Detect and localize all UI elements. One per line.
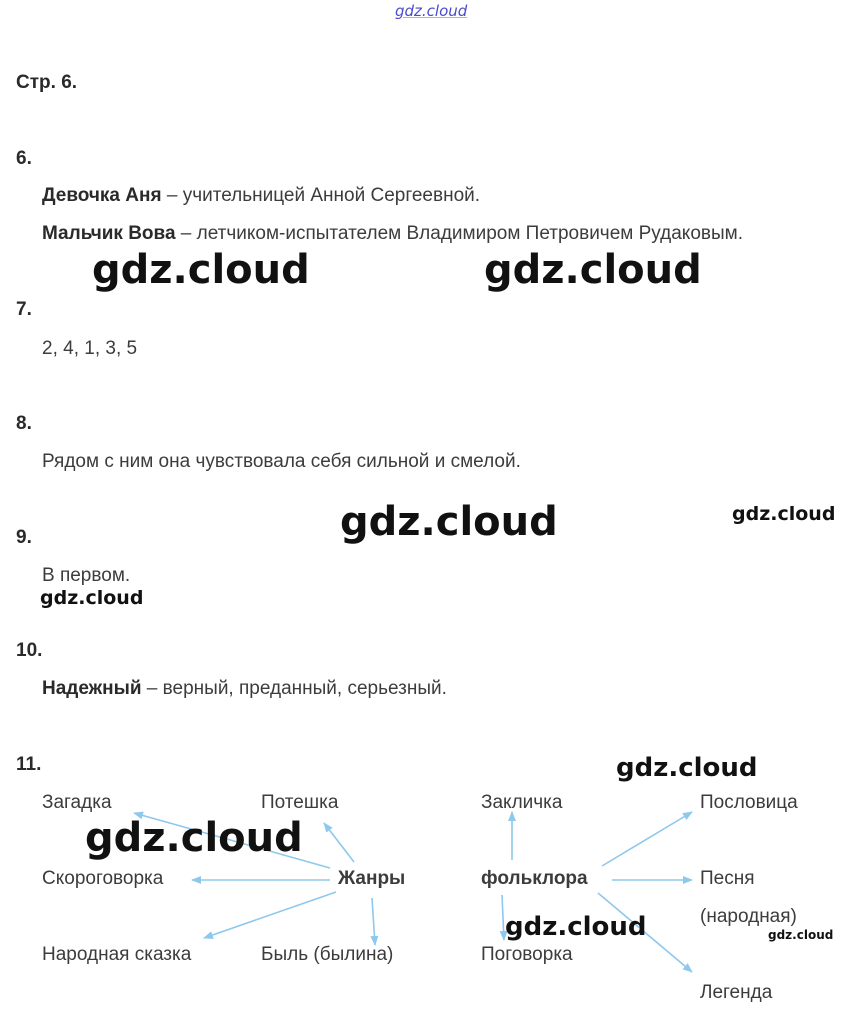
node-poteshka: Потешка [261,792,339,813]
watermark: gdz.cloud [768,928,834,942]
watermark: gdz.cloud [484,247,702,293]
task-8-answer: Рядом с ним она чувствовала себя сильной и смелой. [42,451,521,472]
task-10-synonyms: – верный, преданный, серьезный. [141,678,447,699]
watermark: gdz.cloud [616,753,758,783]
node-legenda: Легенда [700,982,773,1003]
task-6-line-1-answer: – учительницей Анной Сергеевной. [161,185,481,206]
task-6-line-1-subject: Девочка Аня [42,185,162,206]
arrow-to-byl [372,898,375,945]
watermark: gdz.cloud [40,587,144,609]
task-6-line-2-subject: Мальчик Вова [42,223,176,244]
node-pesnya: Песня [700,868,755,889]
node-zhanry-center: Жанры [338,868,406,889]
task-6-number: 6. [16,148,32,169]
watermark: gdz.cloud [732,503,836,525]
arrow-to-narodnaya-skazka [204,892,336,938]
watermark: gdz.cloud [85,815,303,861]
task-7-number: 7. [16,299,32,320]
node-folklora-center: фольклора [481,868,588,889]
node-pesnya-note: (народная) [700,906,797,927]
node-zagadka: Загадка [42,792,112,813]
node-skorogovorka: Скороговорка [42,868,164,889]
task-10-number: 10. [16,640,43,661]
task-11-number: 11. [16,754,42,775]
task-9-answer: В первом. [42,565,131,586]
watermark: gdz.cloud [505,912,647,942]
task-7-answer: 2, 4, 1, 3, 5 [42,338,138,359]
task-9-number: 9. [16,527,32,548]
arrow-to-poslovitsa [602,812,692,866]
node-narodnaya-skazka: Народная сказка [42,944,192,965]
watermark: gdz.cloud [340,499,558,545]
arrow-to-pogovorka [502,895,504,940]
watermark: gdz.cloud [92,247,310,293]
page-heading: Стр. 6. [16,72,78,93]
arrow-to-poteshka [324,823,354,862]
node-poslovitsa: Пословица [700,792,798,813]
node-pogovorka: Поговорка [481,944,573,965]
node-zaklichka: Закличка [481,792,563,813]
top-watermark[interactable]: gdz.cloud [395,2,468,20]
task-6-line-2-answer: – летчиком-испытателем Владимиром Петровичем Рудаковым. [175,223,743,244]
task-10-word: Надежный [42,678,142,699]
node-byl: Быль (былина) [261,944,394,965]
task-8-number: 8. [16,413,32,434]
